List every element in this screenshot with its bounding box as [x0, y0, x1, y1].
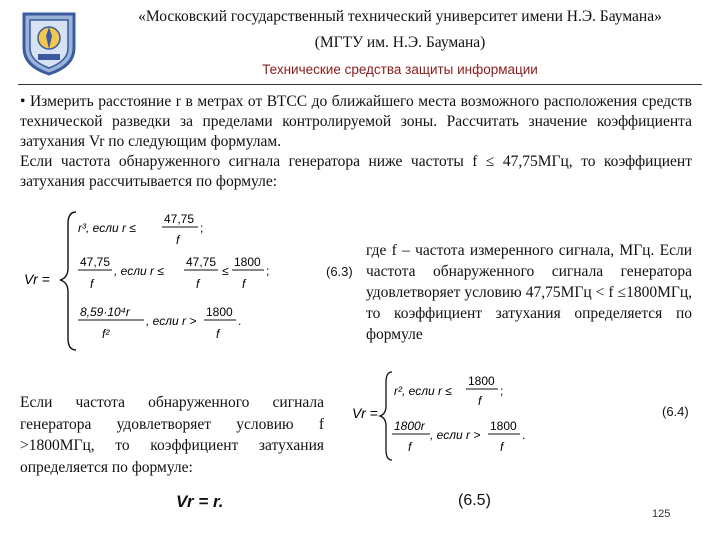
- formula-6-3-case1-num: 47,75: [164, 212, 195, 226]
- svg-text:.: .: [522, 428, 526, 442]
- formula-6-5-number: (6.5): [458, 492, 491, 509]
- formula-6-4-case2-c2: f: [500, 440, 504, 454]
- formula-6-4-case2-c1: 1800: [490, 419, 517, 433]
- formula-6-4: [350, 368, 540, 464]
- formula-6-3-number: (6.3): [326, 264, 353, 279]
- formula-6-3-case2-num: 47,75: [80, 255, 111, 269]
- svg-text:;: ;: [266, 264, 270, 278]
- svg-text:;: ;: [500, 384, 504, 398]
- formula-6-3-case1-den: f: [176, 233, 180, 247]
- formula-6-3-case3-den: f²: [102, 327, 110, 341]
- university-title: «Московский государственный технический университет имени Н.Э. Баумана»: [138, 8, 662, 25]
- formula-6-4-case2-num: 1800r: [394, 419, 425, 433]
- formula-6-3-case2-c4: 1800: [234, 255, 261, 269]
- formula-6-3-case2-den: f: [90, 277, 94, 291]
- svg-text:;: ;: [200, 221, 204, 235]
- formula-6-4-case1: r², если r ≤: [394, 384, 452, 398]
- formula-6-3-case2-c2: f: [196, 277, 200, 291]
- course-title: Технические средства защиты информации: [262, 62, 538, 77]
- left-text: Если частота обнаруженного сигнала генератора удовлетворяет условию f >1800МГц, то коэффициент затухания определяется по формуле:: [20, 394, 324, 476]
- formula-6-4-case2-den: f: [408, 440, 412, 454]
- formula-6-3-case3-c2: f: [216, 327, 220, 341]
- page-number: 125: [652, 508, 671, 520]
- formula-6-3-case2-c5: f: [242, 277, 246, 291]
- formula-6-3: [20, 206, 350, 356]
- formula-6-3-case3-c1: 1800: [206, 305, 233, 319]
- intro-line-1: • Измерить расстояние r в метрах от ВТСС до ближайшего места возможного расположения средств технической разведки за пределами контролируемой зоны. Рассчитать значение коэффициента затухания Vr по следующим формулам.: [20, 93, 692, 150]
- formula-6-3-case1-term: r³, если r ≤: [78, 221, 136, 235]
- formula-6-4-number: (6.4): [662, 404, 689, 419]
- formula-6-3-case2-c3: ≤: [222, 264, 229, 278]
- formula-6-4-case1-num: 1800: [468, 374, 495, 388]
- formula-6-4-case1-den: f: [478, 394, 482, 408]
- intro-text: [20, 92, 692, 192]
- formula-6-3-case2-c1: 47,75: [186, 255, 217, 269]
- svg-text:.: .: [238, 314, 242, 328]
- formula-6-5: Vr = r.: [176, 492, 224, 511]
- formula-6-3-case3-cond: , если r >: [146, 314, 197, 328]
- formula-6-4-case2-cond: , если r >: [430, 428, 481, 442]
- formula-6-4-lhs: Vr =: [352, 405, 378, 421]
- side-text: где f – частота измеренного сигнала, МГц. Если частота обнаруженного сигнала генератора удовлетворяет условию 47,75МГц < f ≤1800МГц, то коэффициент затухания определяется по формуле: [366, 242, 692, 343]
- formula-6-3-case3-num: 8,59·10⁴r: [80, 305, 130, 319]
- header-divider: [18, 84, 702, 85]
- formula-6-3-lhs: Vr =: [24, 271, 50, 287]
- university-emblem-icon: [14, 8, 84, 78]
- formula-6-3-case2-cond: , если r ≤: [114, 264, 164, 278]
- intro-line-2: Если частота обнаруженного сигнала генератора ниже частоты f ≤ 47,75МГц, то коэффициент затухания рассчитывается по формуле:: [20, 153, 692, 190]
- university-abbrev: (МГТУ им. Н.Э. Баумана): [314, 34, 486, 51]
